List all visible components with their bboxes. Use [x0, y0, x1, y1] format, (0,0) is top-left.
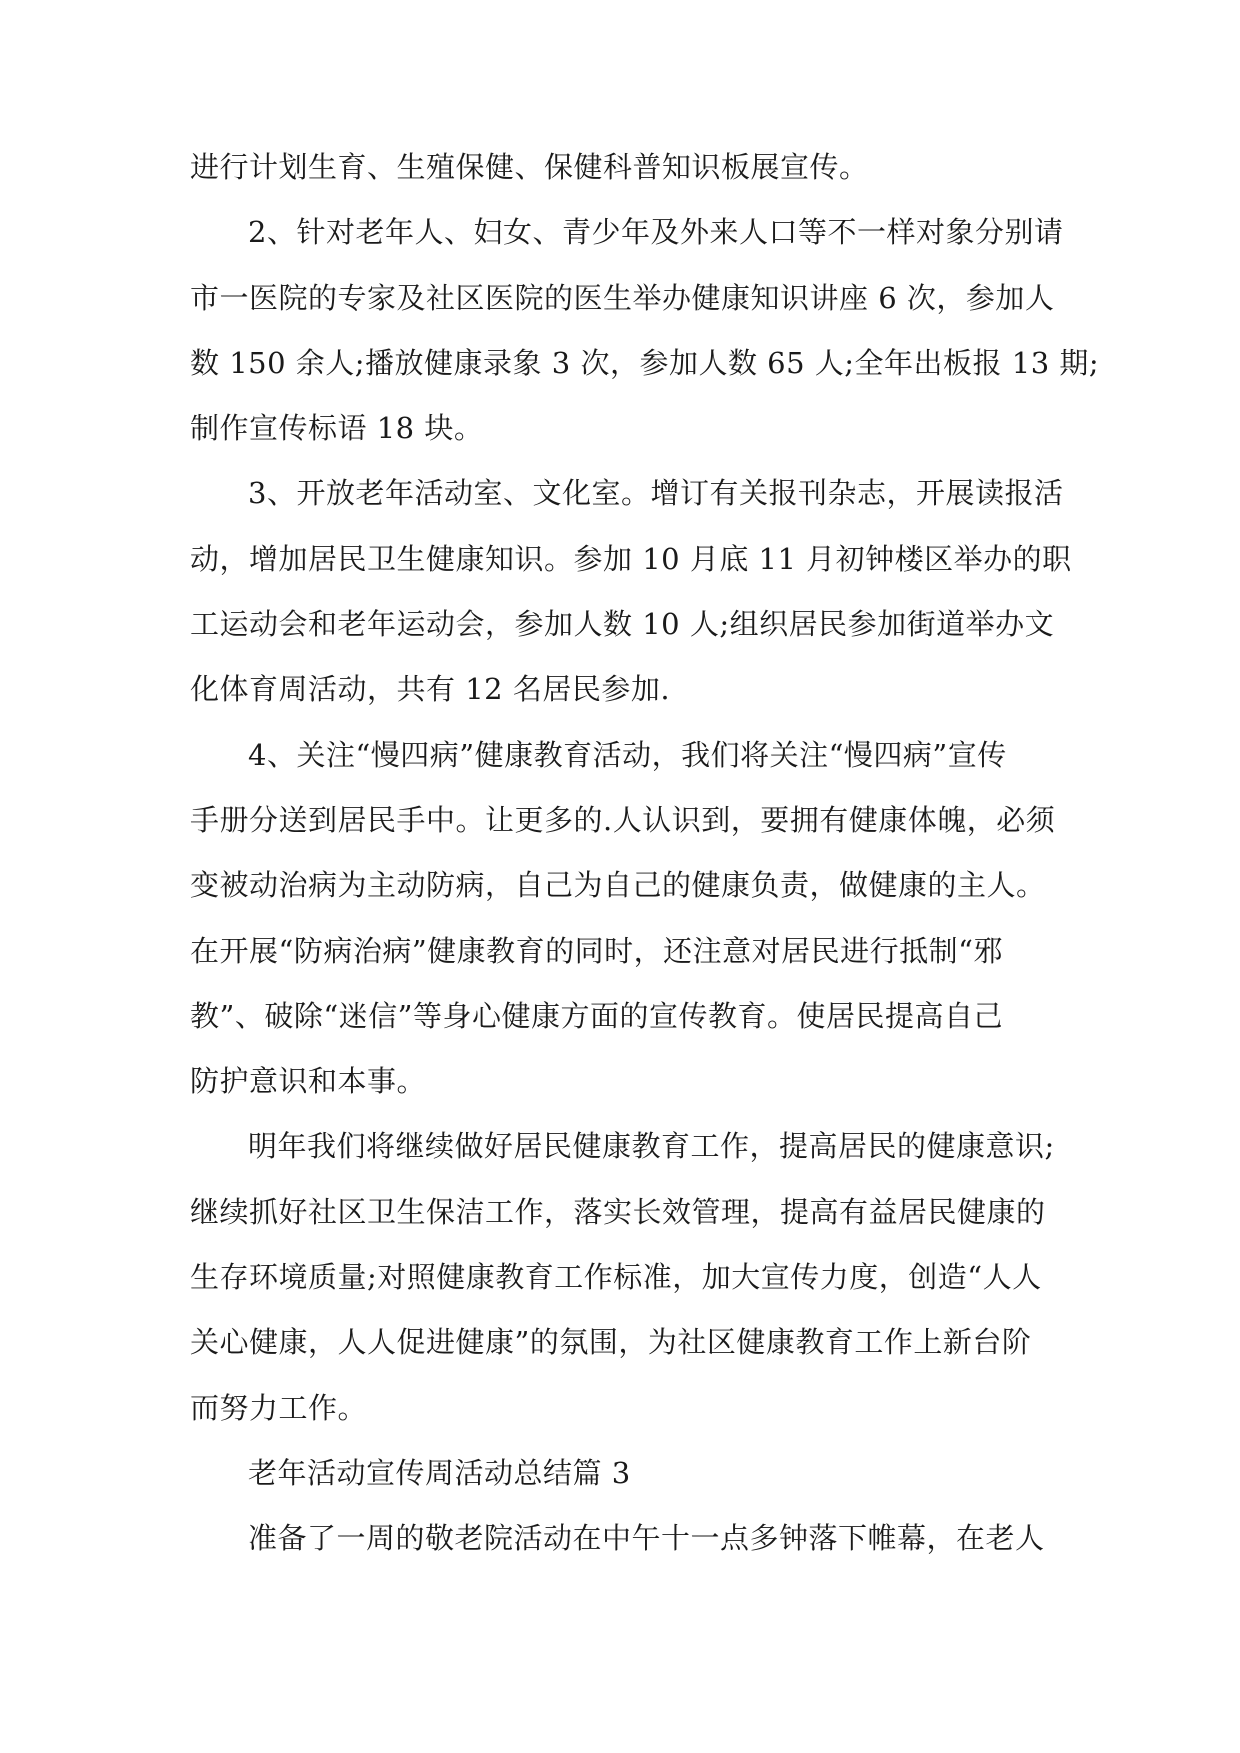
- text-line: 防护意识和本事。: [190, 1064, 427, 1099]
- text-line: 在开展“防病治病”健康教育的同时，还注意对居民进行抵制“邪: [190, 933, 1003, 968]
- text-line: 数 150 余人;播放健康录象 3 次，参加人数 65 人;全年出板报 13 期;: [190, 345, 1100, 380]
- text-line: 工运动会和老年运动会，参加人数 10 人;组织居民参加街道举办文: [190, 607, 1055, 642]
- document-body: [190, 147, 1100, 1584]
- text-line: 动，增加居民卫生健康知识。参加 10 月底 11 月初钟楼区举办的职: [190, 541, 1072, 576]
- text-line: 市一医院的专家及社区医院的医生举办健康知识讲座 6 次，参加人: [190, 280, 1055, 315]
- text-line: 准备了一周的敬老院活动在中午十一点多钟落下帷幕，在老人: [248, 1521, 1045, 1556]
- text-line: 关心健康，人人促进健康”的氛围，为社区健康教育工作上新台阶: [190, 1325, 1032, 1360]
- text-line: 明年我们将继续做好居民健康教育工作，提高居民的健康意识;: [248, 1129, 1055, 1164]
- text-line: 2、针对老年人、妇女、青少年及外来人口等不一样对象分别请: [248, 215, 1064, 250]
- text-line: 制作宣传标语 18 块。: [190, 411, 484, 446]
- text-line: 3、开放老年活动室、文化室。增订有关报刊杂志，开展读报活: [248, 476, 1064, 511]
- text-line: 进行计划生育、生殖保健、保健科普知识板展宣传。: [190, 150, 869, 184]
- text-line: 继续抓好社区卫生保洁工作，落实长效管理，提高有益居民健康的: [190, 1194, 1046, 1229]
- text-line: 而努力工作。: [190, 1390, 368, 1425]
- text-line: 4、关注“慢四病”健康教育活动，我们将关注“慢四病”宣传: [248, 737, 1007, 772]
- text-line: 手册分送到居民手中。让更多的.人认识到，要拥有健康体魄，必须: [190, 802, 1056, 837]
- text-line: 生存环境质量;对照健康教育工作标准，加大宣传力度，创造“人人: [190, 1260, 1042, 1295]
- text-line: 变被动治病为主动防病，自己为自己的健康负责，做健康的主人。: [190, 868, 1046, 903]
- text-line: 教”、破除“迷信”等身心健康方面的宣传教育。使居民提高自己: [190, 998, 1003, 1033]
- text-line: 化体育周活动，共有 12 名居民参加.: [190, 672, 671, 707]
- section-heading: 老年活动宣传周活动总结篇 3: [248, 1455, 631, 1490]
